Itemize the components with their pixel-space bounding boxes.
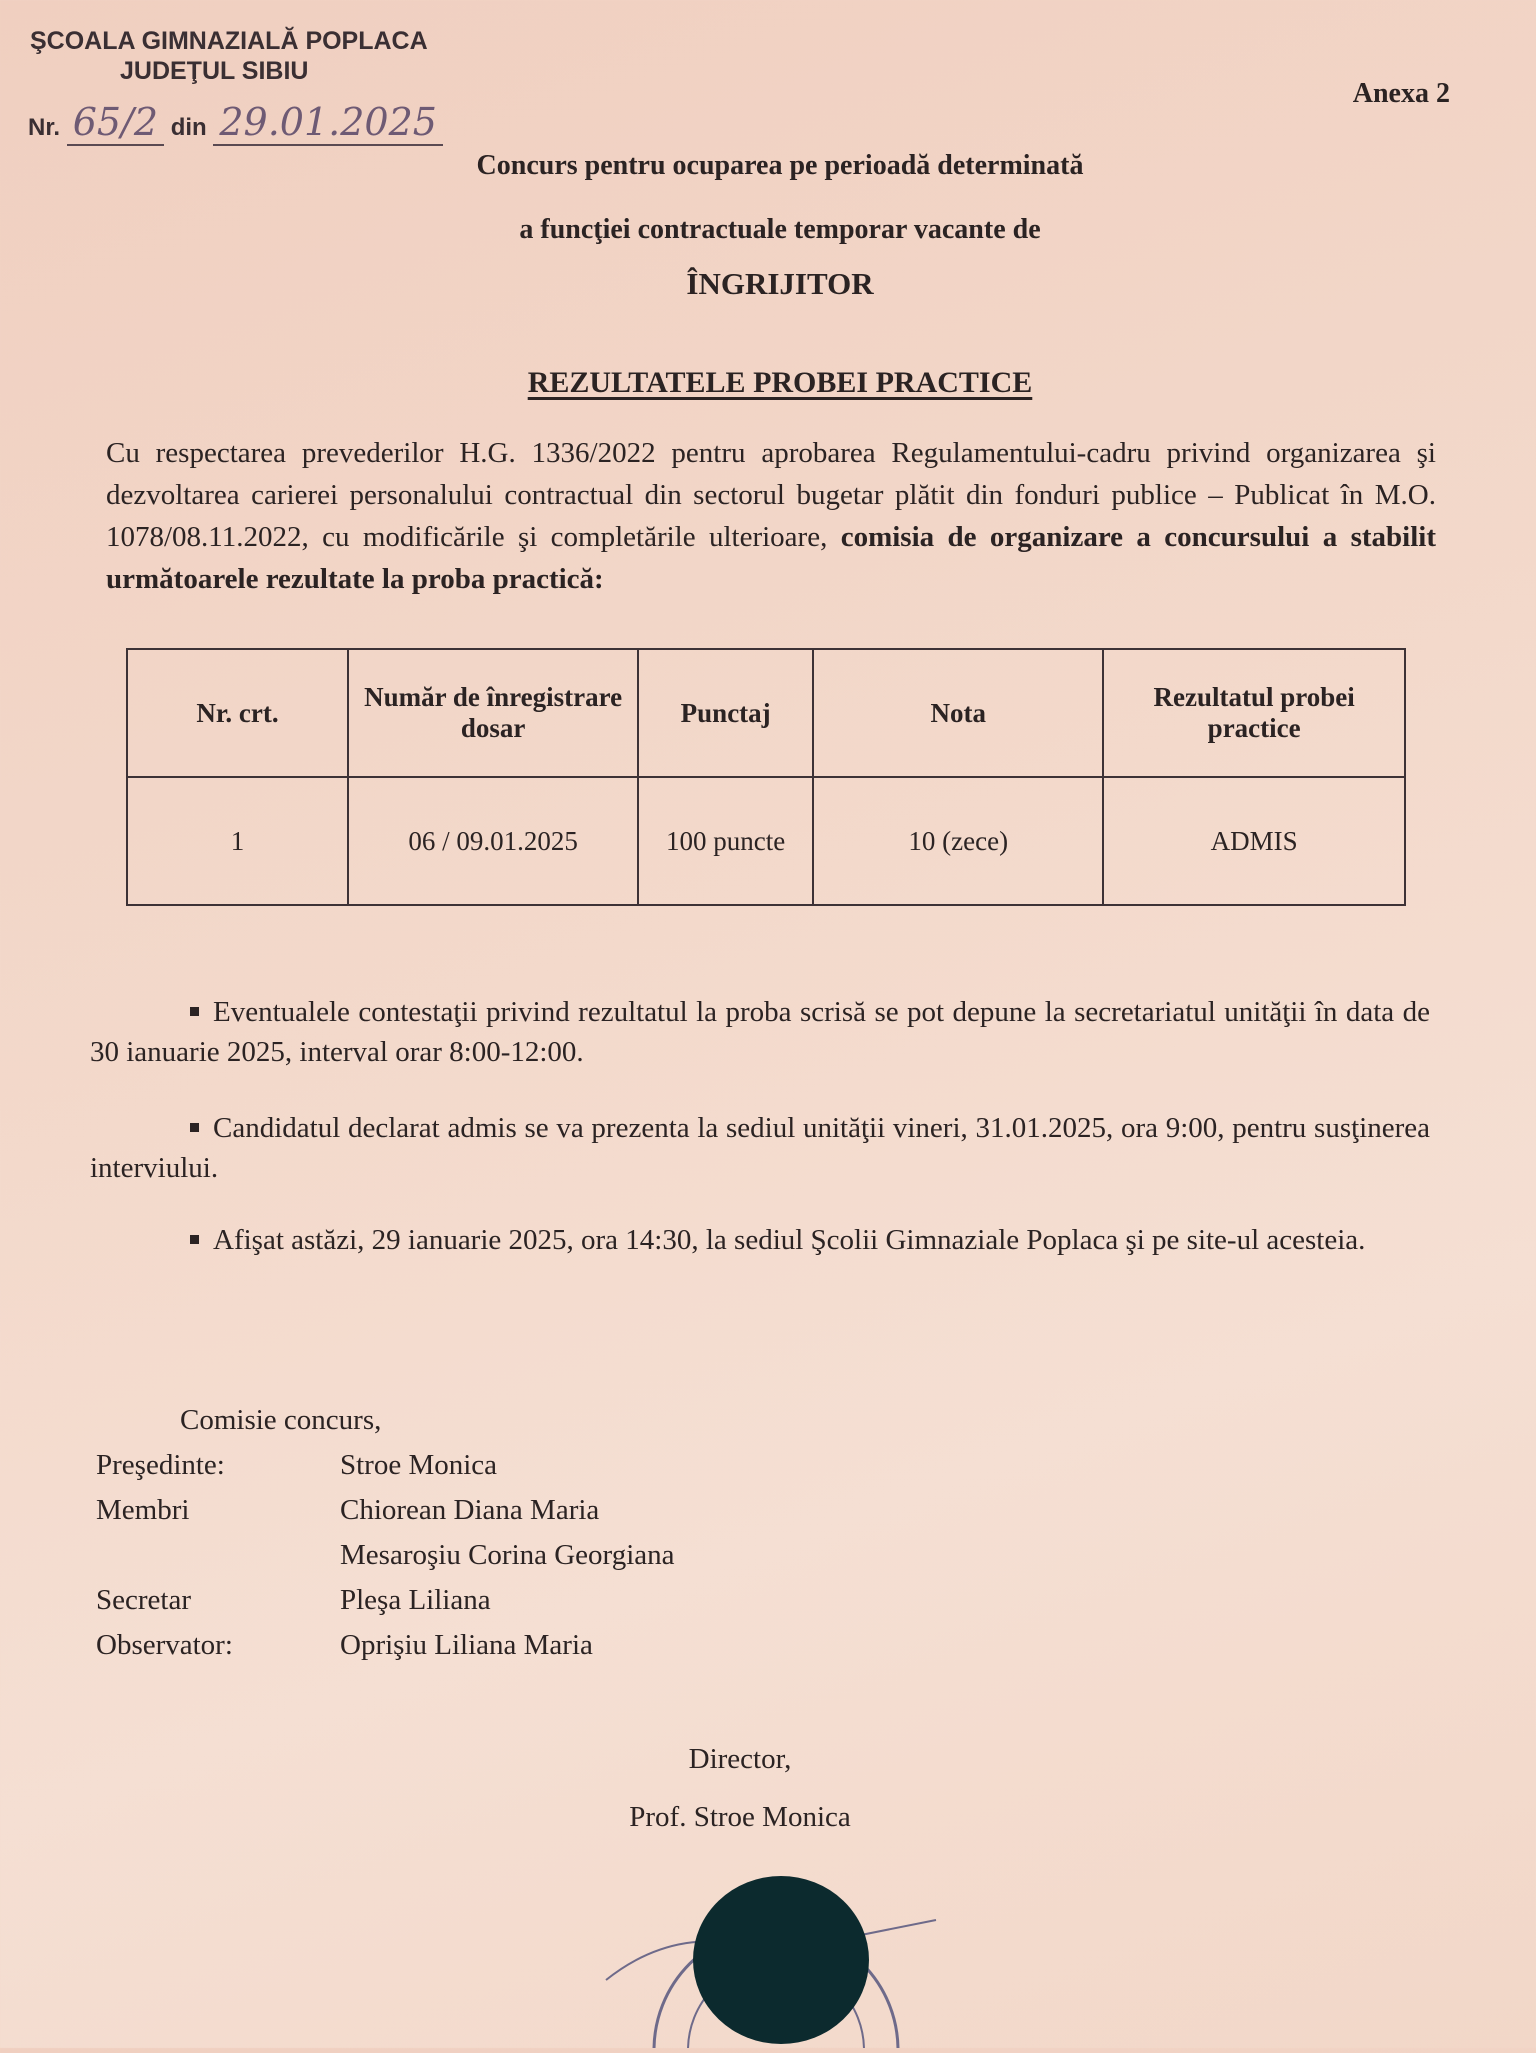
header-result: Rezultatul probei practice: [1103, 649, 1405, 777]
official-stamp: [596, 1860, 956, 2053]
intro-text: Cu respectarea prevederilor H.G. 1336/2022 pentru aprobarea Regulamentului-cadru privind organizarea şi dezvoltarea carierei personalului contractual din sectorul bugetar plătit din fonduri publice – Publicat în M.O. 1078/08.11.2022, cu modificările şi completările ulterioare,: [106, 437, 1436, 553]
header-nr-crt: Nr. crt.: [127, 649, 348, 777]
cell-nr-crt: 1: [127, 777, 348, 905]
member-role: Preşedinte:: [96, 1449, 225, 1481]
bullet-marker: [190, 1123, 199, 1132]
bullet-posted: [90, 1220, 1430, 1260]
bullet-marker: [190, 1007, 199, 1016]
stamp-icon: [596, 1860, 956, 2048]
commission-member: [96, 1623, 675, 1668]
table-row: [127, 777, 1405, 905]
annex-label: Anexa 2: [1352, 78, 1450, 109]
table-header-row: [127, 649, 1405, 777]
title-line-2: a funcţiei contractuale temporar vacante de: [519, 214, 1041, 245]
din-label: din: [170, 114, 207, 141]
member-name: Mesaroşiu Corina Georgiana: [340, 1539, 675, 1571]
commission-block: [96, 1404, 675, 1668]
intro-paragraph: [106, 432, 1436, 600]
member-name: Pleşa Liliana: [340, 1584, 491, 1616]
intro-bold-text: comisia de organizare a concursului a stabilit următoarele rezultate la proba practică:: [106, 521, 1436, 595]
school-county: JUDEŢUL SIBIU: [120, 57, 309, 85]
registration-date: 29.01.2025: [213, 100, 443, 146]
bullet-interview: [90, 1108, 1430, 1188]
commission-heading: Comisie concurs,: [180, 1404, 382, 1436]
member-name: Chiorean Diana Maria: [340, 1494, 600, 1526]
registration-number: 65/2: [67, 100, 164, 146]
header-grade: Nota: [813, 649, 1103, 777]
results-heading-text: REZULTATELE PROBEI PRACTICE: [527, 366, 1033, 399]
bullet-contestations: [90, 992, 1430, 1072]
header-registration: Număr de înregistrare dosar: [348, 649, 638, 777]
cell-result: ADMIS: [1103, 777, 1405, 905]
member-name: Oprişiu Liliana Maria: [340, 1629, 593, 1661]
results-table: [126, 648, 1406, 906]
director-signature: [0, 1730, 1480, 1846]
position-title: ÎNGRIJITOR: [686, 266, 874, 301]
commission-member: [96, 1533, 675, 1578]
director-title: Director,: [688, 1743, 792, 1775]
header-score: Punctaj: [638, 649, 813, 777]
member-name: Stroe Monica: [340, 1449, 498, 1481]
member-role: Membri: [96, 1494, 190, 1526]
title-line-1: Concurs pentru ocuparea pe perioadă determinată: [476, 150, 1084, 181]
cell-score: 100 puncte: [638, 777, 813, 905]
bullet-text: Candidatul declarat admis se va prezenta la sediul unităţii vineri, 31.01.2025, ora 9:00, pentru susţinerea interviului.: [90, 1112, 1430, 1184]
nr-label: Nr.: [28, 114, 61, 141]
school-name: ŞCOALA GIMNAZIALĂ POPLACA: [30, 27, 428, 55]
commission-member: [96, 1488, 675, 1533]
bullet-text: Eventualele contestaţii privind rezultatul la proba scrisă se pot depune la secretariatul unităţii în data de 30 ianuarie 2025, interval orar 8:00-12:00.: [90, 996, 1430, 1068]
commission-member: [96, 1443, 675, 1488]
cell-grade: 10 (zece): [813, 777, 1103, 905]
registration-line: [28, 100, 443, 144]
commission-member: [96, 1578, 675, 1623]
results-heading: [0, 366, 1536, 400]
bullet-marker: [190, 1235, 199, 1244]
director-name: Prof. Stroe Monica: [629, 1801, 851, 1833]
member-role: Observator:: [96, 1629, 233, 1661]
bullet-text: Afişat astăzi, 29 ianuarie 2025, ora 14:30, la sediul Şcolii Gimnaziale Poplaca şi pe site-ul acesteia.: [213, 1224, 1366, 1256]
cell-registration: 06 / 09.01.2025: [348, 777, 638, 905]
school-header: [30, 26, 428, 86]
redaction-mark: [693, 1876, 869, 2044]
member-role: Secretar: [96, 1584, 191, 1616]
